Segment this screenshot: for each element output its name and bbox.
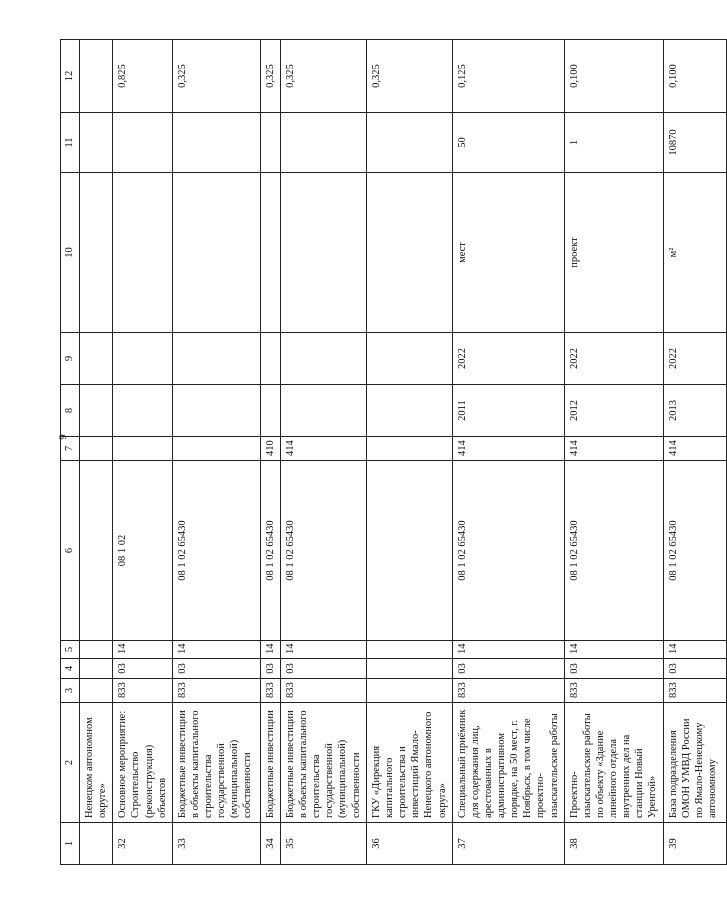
cell-c11	[260, 113, 280, 173]
column-header-6: 6	[61, 461, 80, 641]
cell-c8: 2011	[452, 385, 564, 437]
cell-c4	[80, 659, 113, 679]
cell-c4: 03	[280, 659, 366, 679]
cell-c5: 14	[452, 641, 564, 659]
page-number: 6	[56, 434, 68, 440]
cell-c6: 08 1 02 65430	[172, 461, 260, 641]
cell-c3	[80, 679, 113, 703]
column-header-9: 9	[61, 333, 80, 385]
cell-c12: 0,100	[663, 40, 726, 113]
cell-c7: 414	[564, 437, 663, 461]
cell-c9: 2022	[452, 333, 564, 385]
cell-c11	[113, 113, 173, 173]
column-header-7: 7	[61, 437, 80, 461]
column-header-11: 11	[61, 113, 80, 173]
cell-c9	[366, 333, 452, 385]
column-header-1: 1	[61, 823, 80, 865]
cell-c10: проект	[564, 173, 663, 333]
cell-c9	[113, 333, 173, 385]
cell-no: 38	[564, 823, 663, 865]
table-row	[80, 40, 113, 865]
cell-c7: 410	[260, 437, 280, 461]
cell-no: 33	[172, 823, 260, 865]
cell-c8	[260, 385, 280, 437]
table-row	[113, 40, 173, 865]
cell-c6: 08 1 02 65430	[260, 461, 280, 641]
column-header-12: 12	[61, 40, 80, 113]
cell-c4: 03	[260, 659, 280, 679]
cell-c7: 414	[280, 437, 366, 461]
cell-c5: 14	[280, 641, 366, 659]
cell-c6: 08 1 02 65430	[452, 461, 564, 641]
cell-c4: 03	[113, 659, 173, 679]
cell-c11: 1	[564, 113, 663, 173]
table-row	[172, 40, 260, 865]
cell-name: Бюджетные инвестиции в объекты капитального строительства государственной (муниципальной) собственности	[280, 703, 366, 823]
cell-name: База подразделения ОМОН УМВД России по Ямало-Ненецкому автономному	[663, 703, 726, 823]
cell-c4: 03	[564, 659, 663, 679]
cell-c11: 50	[452, 113, 564, 173]
cell-c3: 833	[452, 679, 564, 703]
cell-c8	[113, 385, 173, 437]
cell-c7	[366, 437, 452, 461]
cell-no: 39	[663, 823, 726, 865]
column-header-10: 10	[61, 173, 80, 333]
cell-c5: 14	[663, 641, 726, 659]
column-header-5: 5	[61, 641, 80, 659]
cell-c4: 03	[172, 659, 260, 679]
cell-no: 32	[113, 823, 173, 865]
cell-c5: 14	[260, 641, 280, 659]
cell-c7	[80, 437, 113, 461]
cell-c10: мест	[452, 173, 564, 333]
table-row	[564, 40, 663, 865]
cell-c12: 0,325	[366, 40, 452, 113]
cell-name: Специальный приёмник для содержания лиц, арестованных в административном порядке, на 50 мест, г. Ноябрьск, в том числе проектно-изыскательские работы	[452, 703, 564, 823]
cell-name: Основное мероприятие: Строительство (реконструкция) объектов	[113, 703, 173, 823]
cell-c12: 0,100	[564, 40, 663, 113]
cell-c12: 0,125	[452, 40, 564, 113]
cell-c10: м²	[663, 173, 726, 333]
cell-name: Ненецком автономном округе»	[80, 703, 113, 823]
column-header-3: 3	[61, 679, 80, 703]
cell-c11	[172, 113, 260, 173]
cell-c8	[172, 385, 260, 437]
cell-c3	[366, 679, 452, 703]
cell-c11	[366, 113, 452, 173]
cell-c3: 833	[564, 679, 663, 703]
column-header-8: 8	[61, 385, 80, 437]
table-row	[260, 40, 280, 865]
cell-c4: 03	[663, 659, 726, 679]
budget-table	[60, 39, 727, 865]
column-header-2: 2	[61, 703, 80, 823]
table-row	[280, 40, 366, 865]
cell-no: 36	[366, 823, 452, 865]
cell-name: Проектно-изыскательские работы по объекту «Здание линейного отдела внутренних дел на станции Новый Уренгой»	[564, 703, 663, 823]
cell-c6	[80, 461, 113, 641]
cell-c11	[280, 113, 366, 173]
cell-c10	[280, 173, 366, 333]
table-row	[366, 40, 452, 865]
cell-c5	[366, 641, 452, 659]
cell-c4: 03	[452, 659, 564, 679]
cell-c6: 08 1 02 65430	[564, 461, 663, 641]
cell-c3: 833	[663, 679, 726, 703]
cell-c5: 14	[564, 641, 663, 659]
budget-table-rotated	[60, 40, 718, 865]
cell-c3: 833	[172, 679, 260, 703]
cell-c9	[260, 333, 280, 385]
cell-c5	[80, 641, 113, 659]
table-row	[663, 40, 726, 865]
cell-c10	[172, 173, 260, 333]
cell-c12: 0,325	[280, 40, 366, 113]
cell-c9: 2022	[564, 333, 663, 385]
cell-c3: 833	[280, 679, 366, 703]
cell-no	[80, 823, 113, 865]
cell-no: 37	[452, 823, 564, 865]
cell-c7	[113, 437, 173, 461]
cell-c10	[80, 173, 113, 333]
cell-c9: 2022	[663, 333, 726, 385]
cell-c6: 08 1 02 65430	[663, 461, 726, 641]
cell-c10	[366, 173, 452, 333]
cell-c9	[280, 333, 366, 385]
cell-c3: 833	[260, 679, 280, 703]
cell-c7: 414	[663, 437, 726, 461]
cell-c12	[80, 40, 113, 113]
cell-c12: 0,325	[172, 40, 260, 113]
cell-name: ГКУ «Дирекция капитального строительства и инвестиций Ямало-Ненецкого автономного округа»	[366, 703, 452, 823]
cell-c4	[366, 659, 452, 679]
cell-c8: 2012	[564, 385, 663, 437]
cell-c10	[260, 173, 280, 333]
cell-c11: 10870	[663, 113, 726, 173]
cell-name: Бюджетные инвестиции	[260, 703, 280, 823]
cell-c12: 0,825	[113, 40, 173, 113]
cell-c3: 833	[113, 679, 173, 703]
cell-c11	[80, 113, 113, 173]
cell-c10	[113, 173, 173, 333]
cell-c9	[80, 333, 113, 385]
table-header-row	[61, 40, 80, 865]
cell-c8: 2013	[663, 385, 726, 437]
column-header-4: 4	[61, 659, 80, 679]
cell-c6	[366, 461, 452, 641]
cell-c9	[172, 333, 260, 385]
cell-c7: 414	[452, 437, 564, 461]
cell-name: Бюджетные инвестиции в объекты капитального строительства государственной (муниципальной) собственности	[172, 703, 260, 823]
cell-c8	[280, 385, 366, 437]
cell-c8	[80, 385, 113, 437]
cell-c5: 14	[113, 641, 173, 659]
cell-c5: 14	[172, 641, 260, 659]
cell-c6: 08 1 02	[113, 461, 173, 641]
table-row	[452, 40, 564, 865]
cell-c12: 0,325	[260, 40, 280, 113]
cell-c8	[366, 385, 452, 437]
cell-c6: 08 1 02 65430	[280, 461, 366, 641]
cell-no: 35	[280, 823, 366, 865]
cell-c7	[172, 437, 260, 461]
cell-no: 34	[260, 823, 280, 865]
